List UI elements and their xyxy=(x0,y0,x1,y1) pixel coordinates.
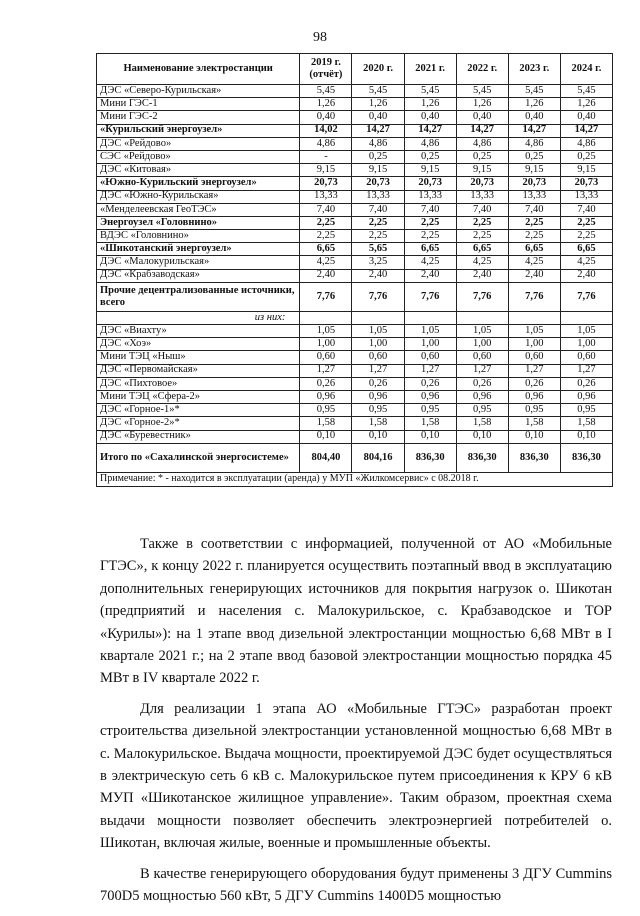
capacity-value-cell: 6,65 xyxy=(300,243,352,256)
page-number: 98 xyxy=(313,30,327,45)
paragraph: В качестве генерирующего оборудования будут применены 3 ДГУ Cummins 700D5 мощностью 560 кВт, 5 ДГУ Cummins 1400D5 мощностью xyxy=(100,865,612,905)
capacity-value-cell: 14,27 xyxy=(456,124,508,137)
capacity-value-cell: 2,40 xyxy=(560,269,612,282)
header-year: 2021 г. xyxy=(404,54,456,85)
capacity-value-cell: 20,73 xyxy=(352,177,404,190)
table-row xyxy=(97,230,613,243)
capacity-value-cell: 13,33 xyxy=(456,190,508,203)
capacity-value-cell: 1,00 xyxy=(404,338,456,351)
capacity-value-cell: 4,86 xyxy=(560,137,612,150)
plant-name-cell: Итого по «Сахалинской энергосистеме» xyxy=(97,443,300,472)
capacity-value-cell: 2,40 xyxy=(508,269,560,282)
plant-name-cell: «Южно-Курильский энергоузел» xyxy=(97,177,300,190)
table-row xyxy=(97,111,613,124)
capacity-value-cell: 4,25 xyxy=(404,256,456,269)
capacity-value-cell: 2,25 xyxy=(404,230,456,243)
capacity-value-cell: 0,26 xyxy=(352,377,404,390)
plant-name-cell: ДЭС «Буревестник» xyxy=(97,430,300,443)
capacity-value-cell: 1,26 xyxy=(560,98,612,111)
capacity-value-cell: 2,40 xyxy=(404,269,456,282)
plant-name-cell: «Курильский энергоузел» xyxy=(97,124,300,137)
capacity-value-cell: 1,26 xyxy=(300,98,352,111)
capacity-value-cell: 20,73 xyxy=(456,177,508,190)
capacity-value-cell: 0,25 xyxy=(456,150,508,163)
capacity-value-cell: 804,16 xyxy=(352,443,404,472)
capacity-value-cell: 0,95 xyxy=(300,404,352,417)
capacity-value-cell: 1,27 xyxy=(404,364,456,377)
capacity-value-cell: 20,73 xyxy=(560,177,612,190)
capacity-value-cell xyxy=(352,311,404,324)
capacity-value-cell: 1,27 xyxy=(456,364,508,377)
capacity-value-cell: 1,05 xyxy=(404,325,456,338)
capacity-value-cell: 7,76 xyxy=(508,282,560,311)
capacity-value-cell: 0,96 xyxy=(404,390,456,403)
table-body xyxy=(97,85,613,473)
capacity-value-cell: 2,25 xyxy=(508,216,560,229)
capacity-value-cell: 1,00 xyxy=(352,338,404,351)
capacity-value-cell: 7,76 xyxy=(352,282,404,311)
plant-name-cell: из них: xyxy=(97,311,300,324)
capacity-value-cell: 5,45 xyxy=(352,85,404,98)
table-row xyxy=(97,216,613,229)
capacity-value-cell: 7,40 xyxy=(456,203,508,216)
capacity-value-cell: 0,96 xyxy=(300,390,352,403)
capacity-value-cell: 4,86 xyxy=(404,137,456,150)
plant-name-cell: ДЭС «Виахту» xyxy=(97,325,300,338)
capacity-value-cell: 0,40 xyxy=(404,111,456,124)
capacity-value-cell: 5,65 xyxy=(352,243,404,256)
table-row xyxy=(97,311,613,324)
plant-name-cell: ДЭС «Южно-Курильская» xyxy=(97,190,300,203)
capacity-value-cell: 0,25 xyxy=(352,150,404,163)
capacity-value-cell: 9,15 xyxy=(508,164,560,177)
capacity-value-cell: 1,05 xyxy=(560,325,612,338)
capacity-value-cell: 20,73 xyxy=(404,177,456,190)
capacity-value-cell: 4,25 xyxy=(300,256,352,269)
capacity-value-cell: 1,58 xyxy=(508,417,560,430)
capacity-value-cell: 7,76 xyxy=(560,282,612,311)
plant-name-cell: ДЭС «Горное-1»* xyxy=(97,404,300,417)
table-row xyxy=(97,377,613,390)
table-row xyxy=(97,85,613,98)
plant-name-cell: ДЭС «Китовая» xyxy=(97,164,300,177)
header-year: 2019 г. (отчёт) xyxy=(300,54,352,85)
capacity-value-cell: 0,60 xyxy=(352,351,404,364)
capacity-value-cell: 0,96 xyxy=(508,390,560,403)
table-header-row xyxy=(97,54,613,85)
capacity-value-cell: 804,40 xyxy=(300,443,352,472)
capacity-value-cell: 1,05 xyxy=(508,325,560,338)
capacity-value-cell: 13,33 xyxy=(404,190,456,203)
capacity-value-cell: 7,40 xyxy=(560,203,612,216)
plant-name-cell: ВДЭС «Головнино» xyxy=(97,230,300,243)
capacity-value-cell: 0,40 xyxy=(508,111,560,124)
power-plants-table xyxy=(96,53,613,487)
capacity-value-cell: 0,26 xyxy=(456,377,508,390)
capacity-value-cell: 1,05 xyxy=(456,325,508,338)
capacity-value-cell: 6,65 xyxy=(508,243,560,256)
capacity-value-cell: 7,40 xyxy=(404,203,456,216)
capacity-value-cell: 0,26 xyxy=(508,377,560,390)
header-year: 2022 г. xyxy=(456,54,508,85)
capacity-value-cell xyxy=(508,311,560,324)
table-row xyxy=(97,325,613,338)
capacity-value-cell: 1,27 xyxy=(352,364,404,377)
plant-name-cell: ДЭС «Рейдово» xyxy=(97,137,300,150)
capacity-value-cell: 2,25 xyxy=(456,230,508,243)
capacity-value-cell: 0,10 xyxy=(404,430,456,443)
capacity-value-cell: 1,00 xyxy=(508,338,560,351)
capacity-value-cell: 1,27 xyxy=(300,364,352,377)
capacity-value-cell: 0,40 xyxy=(560,111,612,124)
capacity-value-cell: 1,26 xyxy=(404,98,456,111)
plant-name-cell: ДЭС «Первомайская» xyxy=(97,364,300,377)
header-year: 2023 г. xyxy=(508,54,560,85)
capacity-value-cell: 0,40 xyxy=(456,111,508,124)
capacity-value-cell: 9,15 xyxy=(560,164,612,177)
capacity-value-cell: 0,95 xyxy=(352,404,404,417)
power-plants-table-container xyxy=(96,53,613,487)
body-text xyxy=(100,533,612,916)
capacity-value-cell: 7,40 xyxy=(352,203,404,216)
capacity-value-cell: 20,73 xyxy=(300,177,352,190)
capacity-value-cell: 5,45 xyxy=(508,85,560,98)
plant-name-cell: ДЭС «Крабзаводская» xyxy=(97,269,300,282)
table-row xyxy=(97,417,613,430)
capacity-value-cell: - xyxy=(300,150,352,163)
capacity-value-cell: 7,40 xyxy=(300,203,352,216)
capacity-value-cell: 2,25 xyxy=(560,216,612,229)
capacity-value-cell: 0,10 xyxy=(352,430,404,443)
capacity-value-cell: 13,33 xyxy=(508,190,560,203)
plant-name-cell: Мини ГЭС-2 xyxy=(97,111,300,124)
capacity-value-cell: 1,26 xyxy=(456,98,508,111)
plant-name-cell: ДЭС «Малокурильская» xyxy=(97,256,300,269)
capacity-value-cell: 2,40 xyxy=(300,269,352,282)
capacity-value-cell: 0,26 xyxy=(300,377,352,390)
capacity-value-cell: 2,25 xyxy=(300,216,352,229)
capacity-value-cell: 0,96 xyxy=(352,390,404,403)
plant-name-cell: Прочие децентрализованные источники, всего xyxy=(97,282,300,311)
table-row xyxy=(97,282,613,311)
table-row xyxy=(97,364,613,377)
capacity-value-cell: 5,45 xyxy=(404,85,456,98)
capacity-value-cell: 1,05 xyxy=(300,325,352,338)
capacity-value-cell: 2,25 xyxy=(508,230,560,243)
capacity-value-cell xyxy=(560,311,612,324)
capacity-value-cell xyxy=(404,311,456,324)
table-note: Примечание: * - находится в эксплуатации (аренда) у МУП «Жилкомсервис» с 08.2018 г. xyxy=(97,472,613,486)
capacity-value-cell: 836,30 xyxy=(404,443,456,472)
table-row xyxy=(97,98,613,111)
capacity-value-cell: 0,60 xyxy=(508,351,560,364)
header-plant-name: Наименование электростанции xyxy=(97,54,300,85)
capacity-value-cell: 836,30 xyxy=(508,443,560,472)
capacity-value-cell: 1,27 xyxy=(560,364,612,377)
capacity-value-cell: 0,96 xyxy=(560,390,612,403)
capacity-value-cell: 836,30 xyxy=(560,443,612,472)
capacity-value-cell: 4,25 xyxy=(560,256,612,269)
capacity-value-cell: 0,25 xyxy=(508,150,560,163)
capacity-value-cell: 14,27 xyxy=(404,124,456,137)
capacity-value-cell: 4,86 xyxy=(508,137,560,150)
capacity-value-cell: 14,27 xyxy=(352,124,404,137)
capacity-value-cell: 13,33 xyxy=(352,190,404,203)
capacity-value-cell: 14,02 xyxy=(300,124,352,137)
capacity-value-cell: 13,33 xyxy=(300,190,352,203)
capacity-value-cell: 0,95 xyxy=(456,404,508,417)
capacity-value-cell: 1,00 xyxy=(560,338,612,351)
capacity-value-cell: 0,60 xyxy=(404,351,456,364)
plant-name-cell: «Шикотанский энергоузел» xyxy=(97,243,300,256)
capacity-value-cell: 0,95 xyxy=(404,404,456,417)
paragraph: Для реализации 1 этапа АО «Мобильные ГТЭС» разработан проект строительства дизельной электростанции установленной мощностью 6,68 МВт в с. Малокурильское. Выдача мощности, проектируемой ДЭС будет осуществляться в электрическую сеть 6 кВ с. Малокурильское путем присоединения к КРУ 6 кВ МУП «Шикотанское жилищное управление». Таким образом, проектная схема выдачи мощности позволяет обеспечить электроэнергией потребителей о. Шикотан, включая жилые, военные и промышленные объекты. xyxy=(100,700,612,852)
capacity-value-cell: 2,25 xyxy=(560,230,612,243)
capacity-value-cell: 0,40 xyxy=(352,111,404,124)
plant-name-cell: СЭС «Рейдово» xyxy=(97,150,300,163)
table-row xyxy=(97,390,613,403)
capacity-value-cell: 0,60 xyxy=(300,351,352,364)
plant-name-cell: ДЭС «Северо-Курильская» xyxy=(97,85,300,98)
table-row xyxy=(97,269,613,282)
table-row xyxy=(97,404,613,417)
capacity-value-cell: 1,26 xyxy=(508,98,560,111)
capacity-value-cell: 5,45 xyxy=(456,85,508,98)
capacity-value-cell: 0,10 xyxy=(300,430,352,443)
plant-name-cell: Энергоузел «Головнино» xyxy=(97,216,300,229)
table-row xyxy=(97,203,613,216)
capacity-value-cell: 6,65 xyxy=(456,243,508,256)
capacity-value-cell: 7,40 xyxy=(508,203,560,216)
table-note-row xyxy=(97,472,613,486)
header-year: 2024 г. xyxy=(560,54,612,85)
plant-name-cell: Мини ТЭЦ «Сфера-2» xyxy=(97,390,300,403)
capacity-value-cell xyxy=(300,311,352,324)
capacity-value-cell: 1,58 xyxy=(456,417,508,430)
capacity-value-cell: 1,58 xyxy=(352,417,404,430)
capacity-value-cell: 836,30 xyxy=(456,443,508,472)
capacity-value-cell: 1,58 xyxy=(300,417,352,430)
capacity-value-cell: 4,25 xyxy=(508,256,560,269)
capacity-value-cell: 2,40 xyxy=(456,269,508,282)
capacity-value-cell: 0,10 xyxy=(560,430,612,443)
capacity-value-cell: 0,40 xyxy=(300,111,352,124)
capacity-value-cell: 9,15 xyxy=(456,164,508,177)
capacity-value-cell: 2,25 xyxy=(404,216,456,229)
plant-name-cell: ДЭС «Хоэ» xyxy=(97,338,300,351)
table-row xyxy=(97,256,613,269)
plant-name-cell: Мини ТЭЦ «Ныш» xyxy=(97,351,300,364)
capacity-value-cell: 5,45 xyxy=(300,85,352,98)
table-row xyxy=(97,351,613,364)
capacity-value-cell: 4,25 xyxy=(456,256,508,269)
table-row xyxy=(97,137,613,150)
table-row xyxy=(97,150,613,163)
capacity-value-cell: 0,26 xyxy=(404,377,456,390)
capacity-value-cell: 0,60 xyxy=(456,351,508,364)
capacity-value-cell: 4,86 xyxy=(300,137,352,150)
table-row xyxy=(97,190,613,203)
capacity-value-cell: 0,60 xyxy=(560,351,612,364)
capacity-value-cell: 2,25 xyxy=(300,230,352,243)
capacity-value-cell: 5,45 xyxy=(560,85,612,98)
capacity-value-cell: 2,40 xyxy=(352,269,404,282)
capacity-value-cell: 1,00 xyxy=(456,338,508,351)
capacity-value-cell: 6,65 xyxy=(560,243,612,256)
capacity-value-cell: 1,00 xyxy=(300,338,352,351)
capacity-value-cell: 2,25 xyxy=(352,230,404,243)
plant-name-cell: Мини ГЭС-1 xyxy=(97,98,300,111)
capacity-value-cell: 0,10 xyxy=(508,430,560,443)
plant-name-cell: ДЭС «Пихтовое» xyxy=(97,377,300,390)
capacity-value-cell: 0,95 xyxy=(560,404,612,417)
table-row xyxy=(97,430,613,443)
capacity-value-cell: 13,33 xyxy=(560,190,612,203)
table-row xyxy=(97,243,613,256)
capacity-value-cell: 0,25 xyxy=(560,150,612,163)
capacity-value-cell: 6,65 xyxy=(404,243,456,256)
capacity-value-cell: 2,25 xyxy=(352,216,404,229)
capacity-value-cell: 4,86 xyxy=(352,137,404,150)
plant-name-cell: ДЭС «Горное-2»* xyxy=(97,417,300,430)
table-row xyxy=(97,338,613,351)
capacity-value-cell: 2,25 xyxy=(456,216,508,229)
capacity-value-cell: 7,76 xyxy=(300,282,352,311)
header-year: 2020 г. xyxy=(352,54,404,85)
capacity-value-cell: 14,27 xyxy=(560,124,612,137)
table-row xyxy=(97,124,613,137)
capacity-value-cell: 1,58 xyxy=(560,417,612,430)
capacity-value-cell: 0,10 xyxy=(456,430,508,443)
capacity-value-cell xyxy=(456,311,508,324)
capacity-value-cell: 1,27 xyxy=(508,364,560,377)
capacity-value-cell: 9,15 xyxy=(300,164,352,177)
capacity-value-cell: 20,73 xyxy=(508,177,560,190)
capacity-value-cell: 9,15 xyxy=(352,164,404,177)
capacity-value-cell: 1,05 xyxy=(352,325,404,338)
table-row xyxy=(97,164,613,177)
table-row xyxy=(97,177,613,190)
capacity-value-cell: 1,26 xyxy=(352,98,404,111)
plant-name-cell: «Менделеевская ГеоТЭС» xyxy=(97,203,300,216)
capacity-value-cell: 14,27 xyxy=(508,124,560,137)
capacity-value-cell: 0,96 xyxy=(456,390,508,403)
capacity-value-cell: 0,26 xyxy=(560,377,612,390)
capacity-value-cell: 4,86 xyxy=(456,137,508,150)
capacity-value-cell: 0,95 xyxy=(508,404,560,417)
capacity-value-cell: 9,15 xyxy=(404,164,456,177)
paragraph: Также в соответствии с информацией, полученной от АО «Мобильные ГТЭС», к концу 2022 г. планируется осуществить поэтапный ввод в эксплуатацию дополнительных генерирующих источников для покрытия нагрузок о. Шикотан (предприятий и населения с. Малокурильское, с. Крабзаводское и ТОР «Курилы»): на 1 этапе ввод дизельной электростанции мощностью 6,68 МВт в I квартале 2021 г.; на 2 этапе ввод базовой электростанции мощностью порядка 45 МВт в IV квартале 2022 г. xyxy=(100,536,612,687)
capacity-value-cell: 7,76 xyxy=(456,282,508,311)
table-row xyxy=(97,443,613,472)
capacity-value-cell: 3,25 xyxy=(352,256,404,269)
capacity-value-cell: 0,25 xyxy=(404,150,456,163)
capacity-value-cell: 7,76 xyxy=(404,282,456,311)
capacity-value-cell: 1,58 xyxy=(404,417,456,430)
